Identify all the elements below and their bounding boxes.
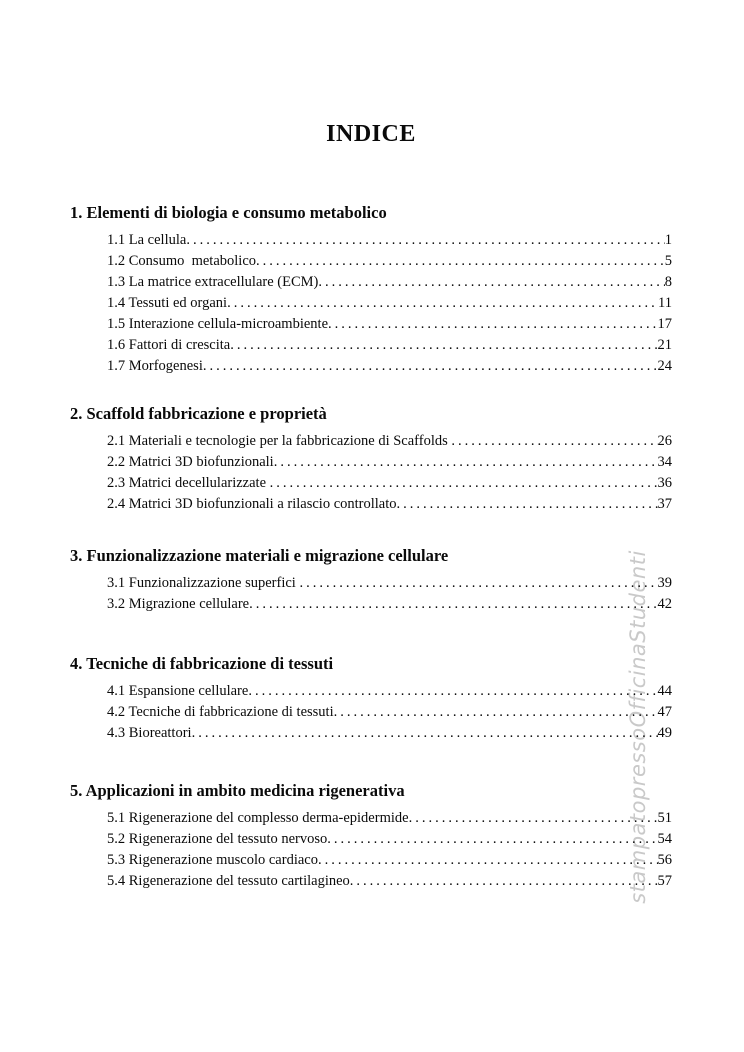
toc-entry-page: 11 bbox=[658, 295, 672, 311]
page-title: INDICE bbox=[326, 121, 416, 147]
toc-entry bbox=[107, 293, 672, 314]
toc-entry bbox=[107, 681, 672, 702]
toc-entry-page: 54 bbox=[657, 831, 672, 847]
toc-entry bbox=[107, 808, 672, 829]
toc-entry-page: 57 bbox=[657, 873, 672, 889]
section-heading: 2. Scaffold fabbricazione e proprietà bbox=[70, 404, 327, 423]
dot-leader bbox=[227, 293, 658, 314]
toc-entry-label: 1.2 Consumo metabolico bbox=[107, 253, 257, 269]
toc-entry-page: 24 bbox=[657, 358, 672, 374]
toc-section-2 bbox=[70, 404, 672, 515]
toc-entry-page: 26 bbox=[657, 433, 672, 449]
toc-entry bbox=[107, 871, 672, 892]
dot-leader bbox=[270, 473, 658, 494]
dot-leader bbox=[203, 356, 658, 377]
toc-entry-label: 2.1 Materiali e tecnologie per la fabbricazione di Scaffolds bbox=[107, 433, 452, 449]
toc-entry-page: 1 bbox=[664, 232, 672, 248]
dot-leader bbox=[186, 230, 664, 251]
section-heading: 5. Applicazioni in ambito medicina rigenerativa bbox=[70, 781, 405, 800]
dot-leader bbox=[230, 335, 657, 356]
toc-entry bbox=[107, 230, 672, 251]
toc-entry-label: 2.4 Matrici 3D biofunzionali a rilascio controllato bbox=[107, 496, 397, 512]
toc-entry bbox=[107, 356, 672, 377]
dot-leader bbox=[248, 681, 657, 702]
toc-entry bbox=[107, 452, 672, 473]
dot-leader bbox=[192, 723, 658, 744]
toc-section-5 bbox=[70, 781, 672, 892]
section-entries bbox=[107, 573, 672, 615]
toc-entry-label: 5.2 Rigenerazione del tessuto nervoso bbox=[107, 831, 328, 847]
dot-leader bbox=[318, 272, 664, 293]
dot-leader bbox=[451, 431, 657, 452]
table-of-contents bbox=[70, 203, 672, 892]
toc-section-3 bbox=[70, 546, 672, 615]
toc-entry bbox=[107, 314, 672, 335]
toc-entry bbox=[107, 335, 672, 356]
toc-entry-label: 2.3 Matrici decellularizzate bbox=[107, 475, 270, 491]
toc-entry-label: 1.1 La cellula bbox=[107, 232, 187, 248]
toc-entry-label: 1.4 Tessuti ed organi bbox=[107, 295, 228, 311]
toc-entry-label: 5.1 Rigenerazione del complesso derma-epidermide bbox=[107, 810, 409, 826]
toc-entry-page: 49 bbox=[657, 725, 672, 741]
toc-entry-label: 4.3 Bioreattori bbox=[107, 725, 192, 741]
dot-leader bbox=[328, 314, 657, 335]
toc-entry-page: 42 bbox=[657, 596, 672, 612]
toc-entry-label: 3.2 Migrazione cellulare bbox=[107, 596, 250, 612]
section-entries bbox=[107, 230, 672, 377]
toc-entry-label: 3.1 Funzionalizzazione superfici bbox=[107, 575, 300, 591]
toc-entry-page: 21 bbox=[657, 337, 672, 353]
toc-entry-label: 5.4 Rigenerazione del tessuto cartilagineo bbox=[107, 873, 350, 889]
toc-entry-page: 39 bbox=[657, 575, 672, 591]
toc-section-4 bbox=[70, 654, 672, 744]
toc-entry bbox=[107, 272, 672, 293]
toc-entry-page: 51 bbox=[657, 810, 672, 826]
dot-leader bbox=[409, 808, 658, 829]
section-heading: 3. Funzionalizzazione materiali e migrazione cellulare bbox=[70, 546, 449, 565]
toc-entry bbox=[107, 494, 672, 515]
toc-entry bbox=[107, 829, 672, 850]
toc-section-1 bbox=[70, 203, 672, 377]
toc-entry-page: 34 bbox=[657, 454, 672, 470]
toc-entry-label: 1.3 La matrice extracellulare (ECM) bbox=[107, 274, 319, 290]
toc-entry bbox=[107, 431, 672, 452]
dot-leader bbox=[249, 594, 657, 615]
watermark: stampatopressoOfficinaStudenti bbox=[626, 550, 650, 904]
toc-entry bbox=[107, 702, 672, 723]
toc-entry bbox=[107, 594, 672, 615]
section-entries bbox=[107, 431, 672, 515]
dot-leader bbox=[350, 871, 658, 892]
dot-leader bbox=[318, 850, 658, 871]
toc-entry-label: 2.2 Matrici 3D biofunzionali bbox=[107, 454, 274, 470]
toc-entry-label: 4.2 Tecniche di fabbricazione di tessuti bbox=[107, 704, 334, 720]
dot-leader bbox=[274, 452, 658, 473]
toc-entry-page: 5 bbox=[664, 253, 672, 269]
toc-entry-page: 36 bbox=[657, 475, 672, 491]
toc-entry-label: 1.7 Morfogenesi bbox=[107, 358, 203, 374]
dot-leader bbox=[334, 702, 658, 723]
dot-leader bbox=[299, 573, 657, 594]
toc-entry-label: 4.1 Espansione cellulare bbox=[107, 683, 249, 699]
toc-entry-page: 44 bbox=[657, 683, 672, 699]
toc-entry-label: 1.5 Interazione cellula-microambiente bbox=[107, 316, 329, 332]
toc-entry-page: 37 bbox=[657, 496, 672, 512]
toc-entry-label: 5.3 Rigenerazione muscolo cardiaco bbox=[107, 852, 318, 868]
toc-entry-label: 1.6 Fattori di crescita bbox=[107, 337, 231, 353]
section-entries bbox=[107, 808, 672, 892]
toc-entry-page: 17 bbox=[657, 316, 672, 332]
toc-entry-page: 47 bbox=[657, 704, 672, 720]
toc-entry-page: 56 bbox=[657, 852, 672, 868]
dot-leader bbox=[256, 251, 665, 272]
section-heading: 1. Elementi di biologia e consumo metabolico bbox=[70, 203, 387, 222]
toc-entry bbox=[107, 850, 672, 871]
section-heading: 4. Tecniche di fabbricazione di tessuti bbox=[70, 654, 334, 673]
toc-entry-page: 8 bbox=[664, 274, 672, 290]
toc-entry bbox=[107, 723, 672, 744]
toc-entry bbox=[107, 473, 672, 494]
dot-leader bbox=[327, 829, 657, 850]
section-entries bbox=[107, 681, 672, 744]
dot-leader bbox=[397, 494, 658, 515]
toc-entry bbox=[107, 251, 672, 272]
toc-entry bbox=[107, 573, 672, 594]
